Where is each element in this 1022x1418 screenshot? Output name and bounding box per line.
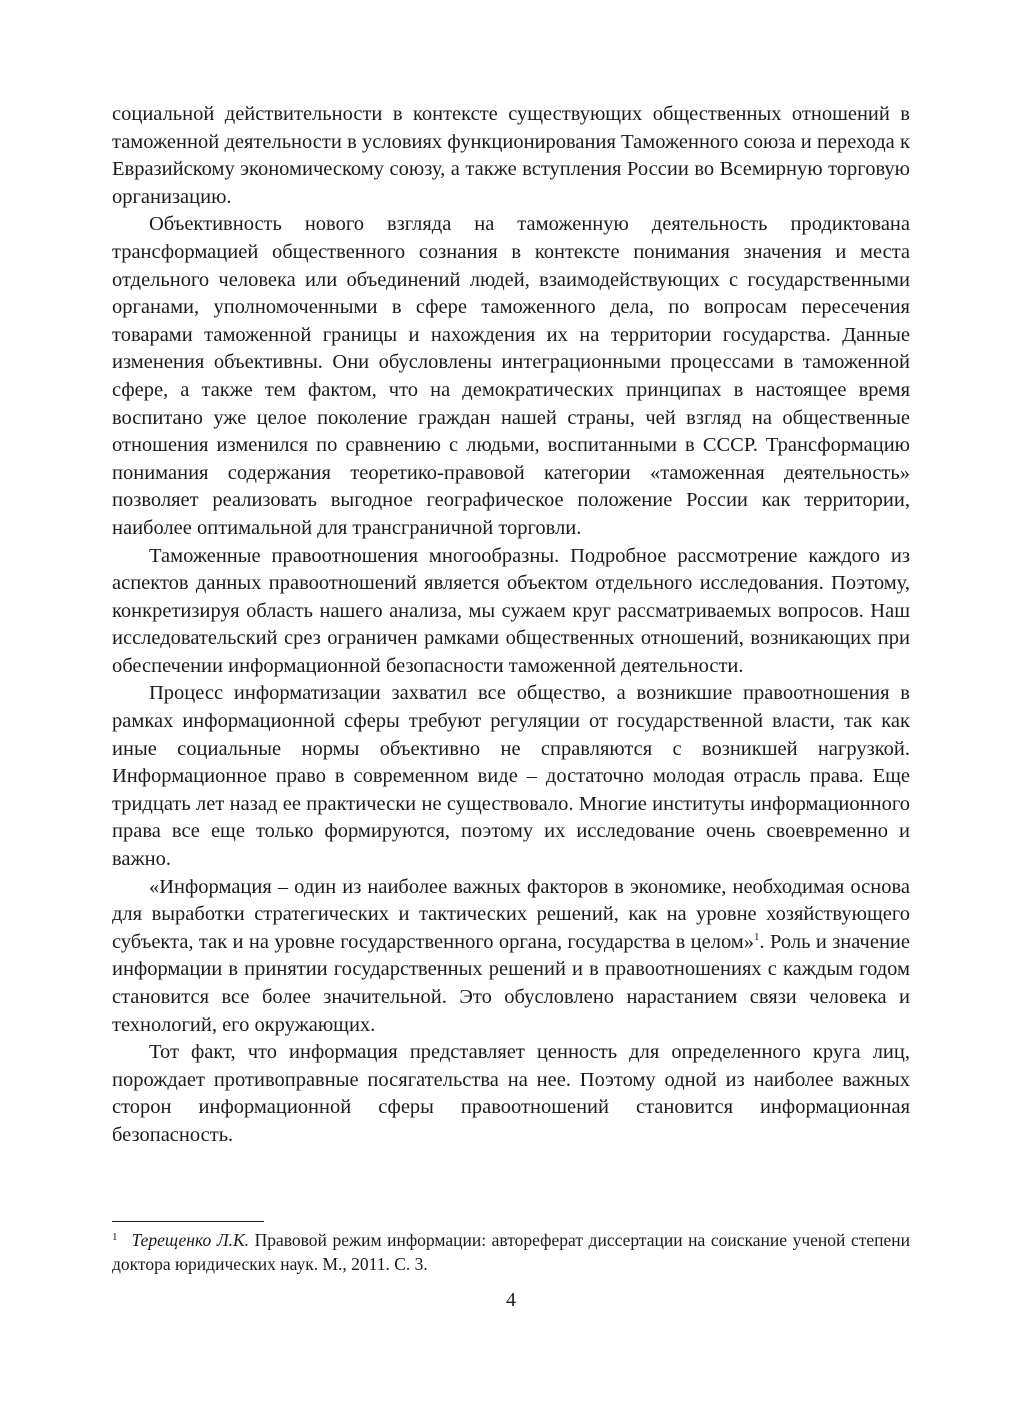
- body-text: [112, 101, 910, 1150]
- footnote: [112, 1229, 910, 1276]
- quote-text: «Информация – один из наиболее важных факторов в экономике, необходимая основа для выработки стратегических и тактических решений, как на уровне хозяйствующего субъекта, так и на уровне государственного органа, государства в целом»: [112, 875, 910, 953]
- paragraph: Таможенные правоотношения многообразны. Подробное рассмотрение каждого из аспектов данных правоотношений является объектом отдельного исследования. Поэтому, конкретизируя область нашего анализа, мы сужаем круг рассматриваемых вопросов. Наш исследовательский срез ограничен рамками общественных отношений, возникающих при обеспечении информационной безопасности таможенной деятельности.: [112, 544, 910, 677]
- paragraph: Процесс информатизации захватил все общество, а возникшие правоотношения в рамках информационной сферы требуют регуляции от государственной власти, так как иные социальные нормы объективно не справляются с возникшей нагрузкой. Информационное право в современном виде – достаточно молодая отрасль права. Еще тридцать лет назад ее практически не существовало. Многие институты информационного права все еще только формируются, поэтому их исследование очень своевременно и важно.: [112, 682, 910, 871]
- paragraph: Тот факт, что информация представляет ценность для определенного круга лиц, порождает противоправные посягательства на нее. Поэтому одной из наиболее важных сторон информационной сферы правоотношений становится информационная безопасность.: [112, 1041, 910, 1146]
- page-number: 4: [506, 1289, 516, 1311]
- footnote-divider: [112, 1221, 264, 1222]
- footnote-text: Правовой режим информации: автореферат диссертации на соискание ученой степени доктора юридических наук. М., 2011. С. 3.: [112, 1230, 910, 1274]
- quote-continuation: . Роль и значение информации в принятии государственных решений и в правоотношениях с каждым годом становится все более значительной. Это обусловлено нарастанием связи человека и технологий, его окружающих.: [112, 930, 910, 1036]
- paragraph: Объективность нового взгляда на таможенную деятельность продиктована трансформацией общественного сознания в контексте понимания значения и места отдельного человека или объединений людей, взаимодействующих с государственными органами, уполномоченными в сфере таможенного дела, по вопросам пересечения товарами таможенной границы и нахождения их на территории государства. Данные изменения объективны. Они обусловлены интеграционными процессами в таможенной сфере, а также тем фактом, что на демократических принципах в настоящее время воспитано уже целое поколение граждан нашей страны, чей взгляд на общественные отношения изменился по сравнению с людьми, воспитанными в СССР. Трансформацию понимания содержания теоретико-правовой категории «таможенная деятельность» позволяет реализовать выгодное географическое положение России как территории, наиболее оптимальной для трансграничной торговли.: [112, 213, 910, 539]
- footnote-reference[interactable]: 1: [754, 930, 760, 943]
- paragraph-continuation: социальной действительности в контексте существующих общественных отношений в таможенной деятельности в условиях функционирования Таможенного союза и перехода к Евразийскому экономическому союзу, а также вступления России во Всемирную торговую организацию.: [112, 103, 910, 208]
- paragraph-with-quote: [112, 874, 910, 1040]
- footnote-author: Терещенко Л.К.: [131, 1230, 250, 1250]
- footnote-marker: 1: [112, 1231, 118, 1243]
